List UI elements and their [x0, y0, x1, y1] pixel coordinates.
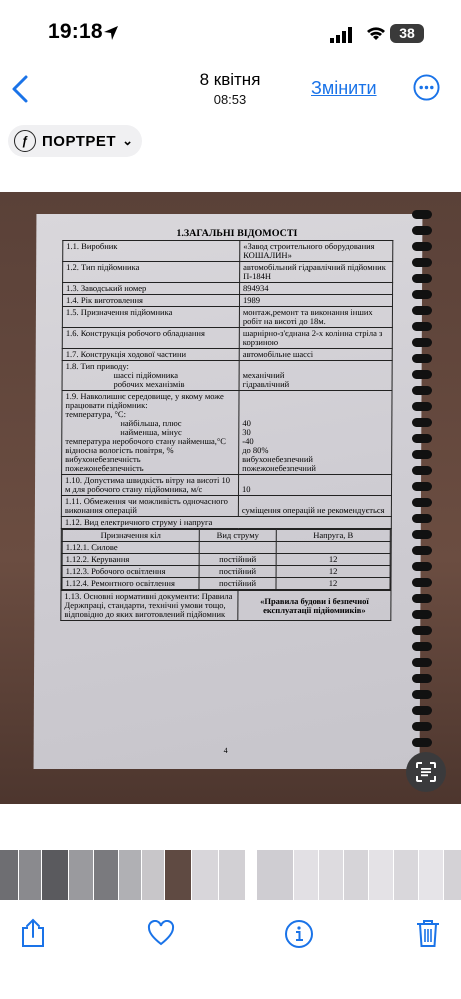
table-cell: 1.2. Тип підйомника [63, 262, 240, 283]
table-cell [199, 542, 276, 554]
table-cell: 12 [276, 578, 390, 590]
info-icon[interactable] [284, 919, 314, 949]
drive-chassis-value: механічний [242, 370, 285, 380]
photo-thumbnail[interactable] [119, 850, 141, 900]
spiral-ring [412, 274, 432, 283]
aperture-icon: ƒ [14, 130, 36, 152]
photo-thumbnail[interactable] [192, 850, 218, 900]
table-cell [239, 361, 392, 391]
spiral-ring [412, 210, 432, 219]
location-arrow-icon [103, 25, 119, 41]
text-scan-icon [415, 761, 437, 783]
spiral-ring [412, 418, 432, 427]
table-cell: 1.13. Основні нормативні документи: Правила Держпраці, стандарти, технічні умови тощо, відповідно до яких виготовлений підйомник [61, 591, 238, 621]
table-cell [61, 529, 391, 591]
table-cell: постійний [199, 578, 276, 590]
fire-value: пожежонебезпечний [242, 463, 316, 473]
table-cell: шарнірно-з'єднана 2-х колінна стріла з корзиною [239, 328, 392, 349]
drive-chassis-label: шассі підйомника [113, 370, 179, 380]
table-cell: автомобільне шассі [239, 349, 392, 361]
table-cell: 1.12.1. Силове [62, 542, 199, 554]
spiral-ring [412, 594, 432, 603]
temp-max-label: найбільша, плюс [120, 418, 182, 428]
photo-viewer[interactable] [0, 192, 461, 804]
spiral-ring [412, 226, 432, 235]
table-cell [62, 391, 239, 475]
photo-thumbnail[interactable] [344, 850, 368, 900]
temp-min-value: 30 [242, 427, 251, 437]
edit-button[interactable]: Змінити [311, 78, 377, 98]
spiral-ring [412, 370, 432, 379]
table-cell: постійний [199, 566, 276, 578]
table-cell: 10 [238, 475, 391, 496]
spec-table [60, 240, 393, 621]
table-cell: 1.6. Конструкція робочого обладнання [62, 328, 239, 349]
photo-thumbnail[interactable] [0, 850, 18, 900]
spiral-ring [412, 450, 432, 459]
table-cell: 1.11. Обмеження чи можливість одночасного виконання операцій [61, 496, 238, 517]
spiral-ring [412, 322, 432, 331]
spiral-ring [412, 514, 432, 523]
photo-thumbnail[interactable] [219, 850, 245, 900]
spiral-ring [412, 386, 432, 395]
table-cell: 1.5. Призначення підйомника [62, 307, 239, 328]
spiral-ring [412, 722, 432, 731]
heart-icon[interactable] [147, 920, 175, 946]
portrait-label: ПОРТРЕТ [42, 132, 117, 150]
fire-label: пожежонебезпечність [65, 463, 144, 473]
table-cell [62, 361, 239, 391]
spiral-ring [412, 610, 432, 619]
spiral-ring [412, 626, 432, 635]
photo-thumbnail[interactable] [165, 850, 191, 900]
spiral-ring [412, 354, 432, 363]
photo-thumbnail[interactable] [294, 850, 318, 900]
spiral-ring [412, 466, 432, 475]
table-cell: 1.12.3. Робочого освітлення [62, 566, 199, 578]
thumbnail-strip[interactable] [0, 850, 461, 900]
drive-mechanisms-label: робочих механізмів [113, 379, 185, 389]
photo-thumbnail[interactable] [394, 850, 418, 900]
explosion-label: вибухонебезпечність [65, 454, 141, 464]
table-cell: 1.12.4. Ремонтного освітлення [62, 578, 199, 590]
table-cell: 894934 [240, 283, 393, 295]
signal-icon [330, 27, 354, 43]
document-title: 1.ЗАГАЛЬНІ ВІДОМОСТІ [176, 228, 298, 239]
photo-thumbnail[interactable] [369, 850, 393, 900]
spiral-ring [412, 306, 432, 315]
photo-thumbnail[interactable] [19, 850, 41, 900]
table-cell: 1.10. Допустима швидкість вітру на висоті 10 м для робочого стану підйомника, м/с [61, 475, 238, 496]
photo-thumbnail[interactable] [419, 850, 443, 900]
photo-time: 08:53 [213, 92, 247, 107]
table-cell [276, 542, 390, 554]
temp-max-value: 40 [242, 418, 251, 428]
photo-thumbnail[interactable] [444, 850, 461, 900]
photo-thumbnail[interactable] [42, 850, 68, 900]
page-number: 4 [223, 746, 228, 755]
table-cell: монтаж,ремонт та виконання інших робіт на висоті до 18м. [239, 307, 392, 328]
table-cell: 1.3. Заводський номер [63, 283, 240, 295]
trash-icon[interactable] [415, 918, 441, 948]
spiral-ring [412, 738, 432, 747]
table-cell: 1.1. Виробник [63, 241, 240, 262]
drive-mechanisms-value: гідравлічний [242, 379, 290, 389]
explosion-value: вибухонебезпечний [242, 454, 313, 464]
photo-thumbnail[interactable] [257, 850, 293, 900]
table-cell: 1.7. Конструкція ходової частини [62, 349, 239, 361]
spiral-ring [412, 658, 432, 667]
spiral-ring [412, 242, 432, 251]
table-cell: 1.12.2. Керування [62, 554, 199, 566]
spiral-ring [412, 562, 432, 571]
table-cell: Вид струму [199, 530, 276, 542]
table-cell: Призначення кіл [62, 530, 199, 542]
table-cell: суміщення операцій не рекомендується [238, 496, 391, 517]
photo-thumbnail[interactable] [246, 850, 256, 900]
table-cell: 1.4. Рік виготовлення [62, 295, 239, 307]
spiral-ring [412, 482, 432, 491]
table-cell: 12 [276, 566, 390, 578]
wifi-icon [366, 25, 386, 41]
temp-min-label: найменша, мінус [120, 427, 182, 437]
live-text-button[interactable] [406, 752, 446, 792]
spiral-ring [412, 290, 432, 299]
humidity-label: відносна вологість повітря, % [65, 445, 174, 455]
status-time: 19:18 [48, 20, 103, 43]
photo-thumbnail[interactable] [94, 850, 118, 900]
drive-type-label: 1.8. Тип приводу: [65, 361, 129, 371]
table-cell: «Завод строительного оборудования КОШАЛИН» [240, 241, 393, 262]
spiral-ring [412, 690, 432, 699]
chevron-down-icon: ⌄ [122, 133, 134, 148]
table-cell: «Правила будови і безпечної експлуатації підйомників» [238, 591, 391, 621]
photo-thumbnail[interactable] [319, 850, 343, 900]
table-cell: 1.12. Вид електричного струму і напруга [61, 517, 391, 529]
share-icon[interactable] [20, 918, 46, 948]
temp-label: температура, °С: [65, 409, 126, 419]
spiral-ring [412, 434, 432, 443]
battery-indicator: 38 [390, 24, 424, 43]
env-label: 1.9. Навколишнє середовище, у якому може працювати підйомник: [65, 391, 224, 410]
spiral-ring [412, 706, 432, 715]
photo-thumbnail[interactable] [69, 850, 93, 900]
photo-date: 8 квітня [199, 70, 261, 89]
spiral-ring [412, 338, 432, 347]
spiral-ring [412, 402, 432, 411]
table-cell [239, 391, 392, 475]
spiral-ring [412, 578, 432, 587]
table-cell: 12 [276, 554, 390, 566]
spiral-ring [412, 674, 432, 683]
temp-idle-value: -40 [242, 436, 254, 446]
table-cell: Напруга, В [276, 530, 390, 542]
table-cell: 1989 [239, 295, 392, 307]
spiral-ring [412, 498, 432, 507]
spiral-ring [412, 546, 432, 555]
humidity-value: до 80% [242, 445, 269, 455]
photo-thumbnail[interactable] [142, 850, 164, 900]
table-cell: автомобільний гідравлічний підйомник П-184Н [240, 262, 393, 283]
spiral-binding [412, 210, 436, 760]
table-cell: постійний [199, 554, 276, 566]
portrait-mode-button[interactable] [8, 125, 142, 157]
more-options-icon[interactable] [413, 74, 440, 101]
spiral-ring [412, 258, 432, 267]
back-chevron-icon[interactable] [8, 74, 32, 104]
spiral-ring [412, 642, 432, 651]
document-page [34, 214, 423, 769]
power-table [61, 529, 390, 590]
spiral-ring [412, 530, 432, 539]
temp-idle-label: температура неробочого стану найменша,°С [65, 436, 227, 446]
